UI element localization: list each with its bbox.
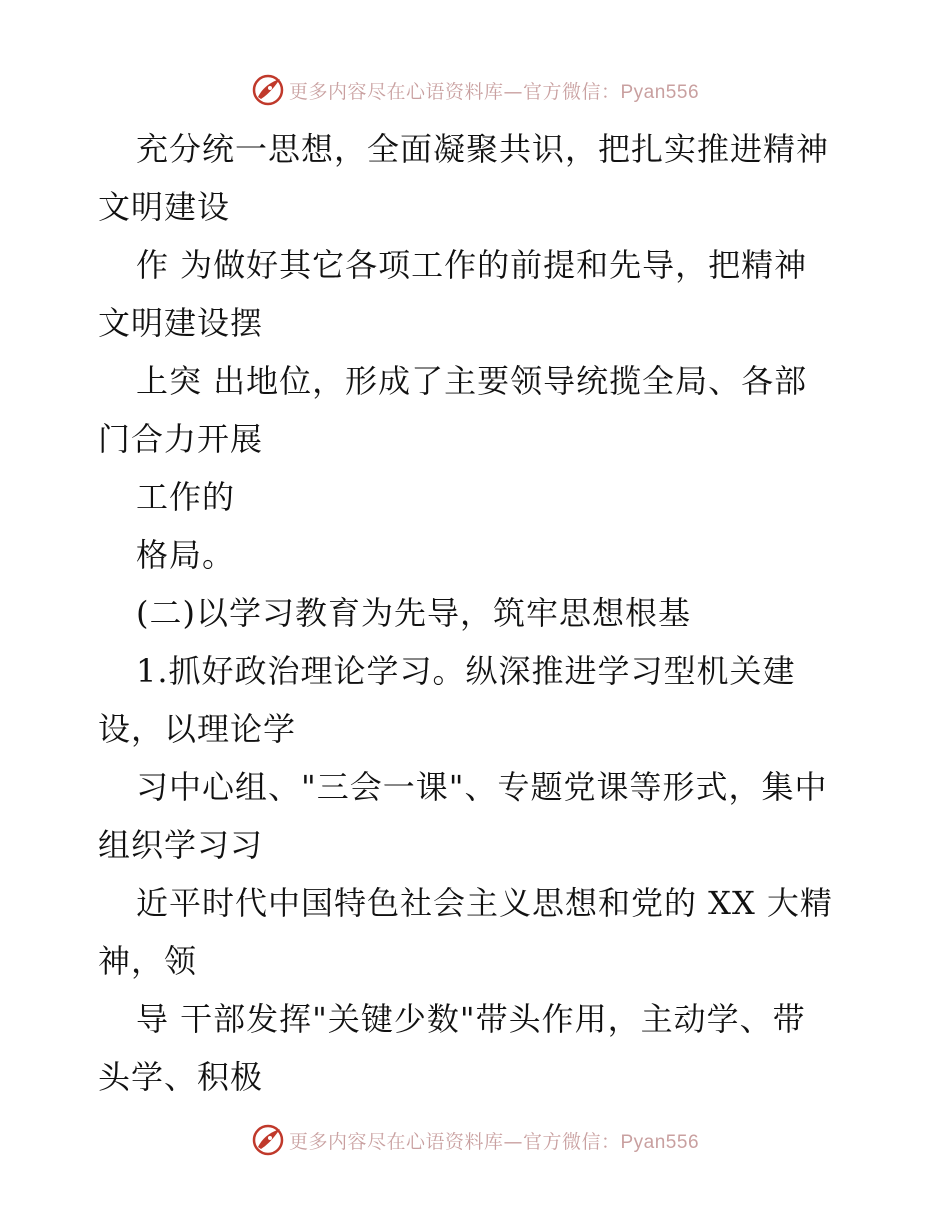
banner-main-text: 更多内容尽在心语资料库 [288, 80, 504, 103]
text-line: 充分统一思想，全面凝聚共识，把扎实推进精神 [136, 130, 830, 168]
text-line: 文明建设 [98, 188, 231, 226]
banner-wechat-label: 官方微信： [522, 80, 621, 103]
text-line: 工作的 [136, 478, 236, 516]
banner-wechat-label: 官方微信： [522, 1130, 621, 1153]
banner-separator: — [503, 1130, 523, 1153]
text-line: 上突 出地位，形成了主要领导统揽全局、各部 [136, 362, 808, 400]
banner-wechat-id: Pyan556 [620, 1131, 700, 1153]
header-banner-text [289, 77, 699, 104]
footer-banner-text [289, 1127, 699, 1154]
banner-separator: — [503, 80, 523, 103]
text-line: 头学、积极 [98, 1058, 264, 1096]
section-heading: (二)以学习教育为先导，筑牢思想根基 [136, 594, 691, 632]
text-line: 近平时代中国特色社会主义思想和党的 XX 大精 [136, 884, 833, 922]
text-line: 导 干部发挥"关键少数"带头作用，主动学、带 [136, 1000, 806, 1038]
document-body [98, 120, 858, 1106]
text-line: 习中心组、"三会一课"、专题党课等形式，集中 [136, 768, 828, 806]
text-line: 作 为做好其它各项工作的前提和先导，把精神 [136, 246, 808, 284]
footer-banner-inner [251, 1123, 699, 1157]
text-line: 设，以理论学 [98, 710, 297, 748]
banner-wechat-id: Pyan556 [620, 81, 700, 103]
text-line: 1.抓好政治理论学习。纵深推进学习型机关建 [136, 652, 796, 690]
text-line: 组织学习习 [98, 826, 264, 864]
pen-nib-logo-icon [251, 1123, 285, 1157]
footer-banner [0, 1120, 950, 1160]
text-line: 神，领 [98, 942, 198, 980]
text-line: 门合力开展 [98, 420, 264, 458]
pen-nib-logo-icon [251, 73, 285, 107]
text-line: 文明建设摆 [98, 304, 264, 342]
header-banner [0, 70, 950, 110]
text-line: 格局。 [136, 536, 236, 574]
header-banner-inner [251, 73, 699, 107]
banner-main-text: 更多内容尽在心语资料库 [288, 1130, 504, 1153]
